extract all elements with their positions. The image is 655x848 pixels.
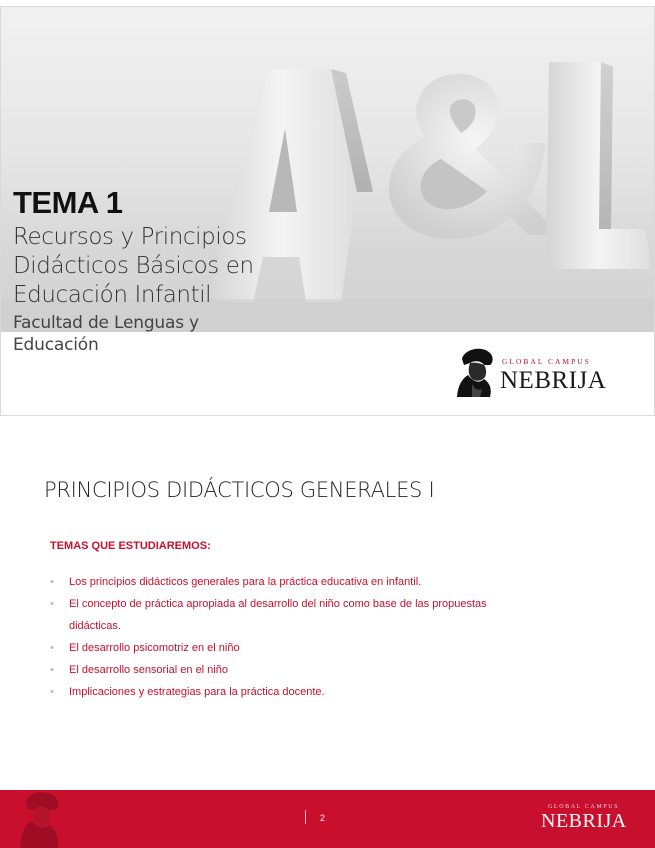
cover-title-line: Recursos y Principios xyxy=(13,224,247,250)
footer-nebrija: NEBRIJA xyxy=(541,810,627,832)
footer-portrait-icon xyxy=(18,790,62,848)
cover-text-block xyxy=(13,185,313,356)
list-item xyxy=(50,681,570,703)
cover-slide xyxy=(0,6,655,416)
cover-title-line: Educación Infantil xyxy=(13,282,212,308)
topic-text: El desarrollo psicomotriz en el niño xyxy=(69,642,240,654)
bullet-icon: • xyxy=(50,664,54,676)
list-item xyxy=(50,593,570,615)
bullet-icon: • xyxy=(50,642,54,654)
topic-text: Los principios didácticos generales para la práctica educativa en infantil. xyxy=(69,576,422,588)
logo-global-campus: GLOBAL CAMPUS xyxy=(502,357,591,366)
logo-nebrija: NEBRIJA xyxy=(500,367,607,394)
topics-list xyxy=(50,571,570,703)
list-item xyxy=(50,659,570,681)
list-item-continuation xyxy=(50,615,570,637)
footer-separator xyxy=(305,810,306,824)
page-number: 2 xyxy=(320,813,326,823)
list-item xyxy=(50,571,570,593)
bullet-icon: • xyxy=(50,598,54,610)
topic-text: El concepto de práctica apropiada al desarrollo del niño como base de las propuestas xyxy=(69,598,487,610)
section-title: PRINCIPIOS DIDÁCTICOS GENERALES I xyxy=(44,478,435,502)
faculty-line: Facultad de Lenguas y xyxy=(13,313,199,333)
footer-band xyxy=(0,790,655,848)
topic-text: didácticas. xyxy=(69,620,121,632)
topic-text: El desarrollo sensorial en el niño xyxy=(69,664,228,676)
faculty-line: Educación xyxy=(13,335,99,355)
cover-title-line: Didácticos Básicos en xyxy=(13,253,254,279)
ampersand-shape xyxy=(389,74,561,239)
nebrija-portrait-icon xyxy=(454,345,496,403)
footer-global-campus: GLOBAL CAMPUS xyxy=(548,804,620,810)
cover-title xyxy=(13,223,313,310)
topics-heading: TEMAS QUE ESTUDIAREMOS: xyxy=(50,540,211,552)
tema-label: TEMA 1 xyxy=(13,185,123,220)
bullet-icon: • xyxy=(50,576,54,588)
topic-text: Implicaciones y estrategias para la práctica docente. xyxy=(69,686,325,698)
nebrija-logo xyxy=(454,345,624,405)
bullet-icon: • xyxy=(50,686,54,698)
letter-l-shape xyxy=(546,62,651,269)
list-item xyxy=(50,637,570,659)
faculty-name xyxy=(13,312,313,356)
